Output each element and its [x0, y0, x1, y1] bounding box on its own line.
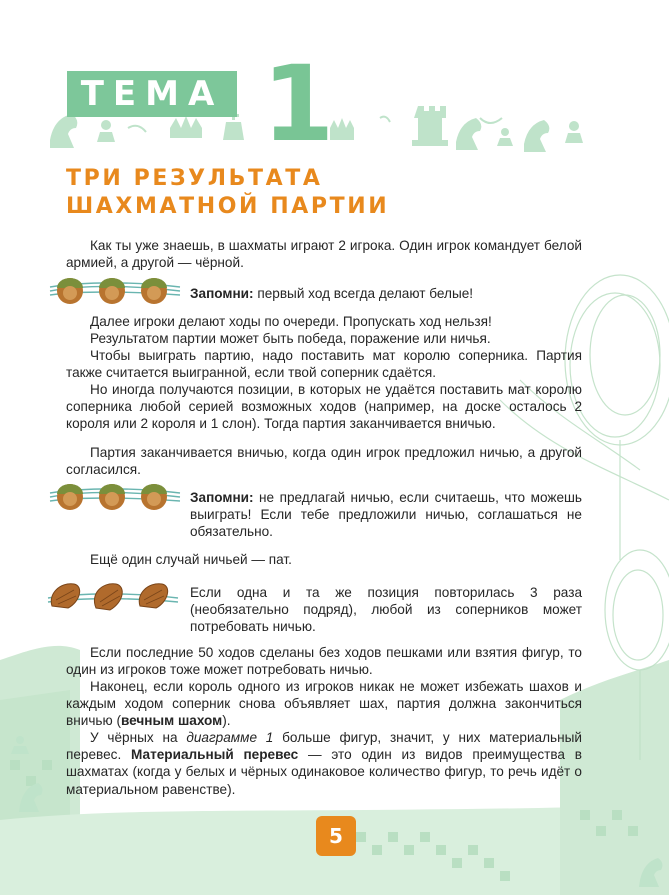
topic-number: 1	[262, 43, 335, 165]
topic-word: ТЕМА	[80, 74, 224, 114]
title-line-1: ТРИ РЕЗУЛЬТАТА	[66, 166, 323, 191]
paragraph-fifty-moves: Если последние 50 ходов сделаны без ходов пешками или взятия фигур, то один из игроков тоже может потребовать ничью.	[66, 645, 582, 678]
note-remember-draw	[190, 489, 582, 541]
topic-banner	[67, 71, 237, 117]
paragraph-win: Чтобы выиграть партию, надо поставить мат королю соперника. Партия также считается выигранной, если твой соперник сдаётся.	[66, 348, 582, 381]
paragraph-stalemate: Ещё один случай ничьей — пат.	[90, 552, 292, 567]
paragraph-draw-positions: Но иногда получаются позиции, в которых не удаётся поставить мат королю соперника любой серией возможных ходов (например, на доске осталось 2 короля или 2 короля и 1 слон). Тогда партия заканчивается вничью.	[66, 382, 582, 432]
paragraph-draw-agreement: Партия заканчивается вничью, когда один игрок предложил ничью, а другой согласился.	[66, 445, 582, 478]
three-hazelnuts-icon	[48, 274, 182, 308]
text-run: ).	[222, 713, 231, 729]
note-remember-first-move	[190, 285, 582, 302]
page-title	[66, 165, 486, 221]
note-text: не предлагай ничью, если считаешь, что можешь выиграть! Если тебе предложили ничью, соглашаться не обязательно.	[190, 490, 582, 540]
note-label: Запомни:	[190, 286, 254, 301]
text-run: Наконец, если король одного из игроков никак не может избежать шахов и каждым ходом соперник снова объявляет шах, партия должна закончиться вничью (	[66, 679, 582, 729]
three-hazelnuts-icon	[48, 480, 182, 514]
paragraph-perpetual-check	[66, 678, 582, 730]
paragraph-results: Результатом партии может быть победа, поражение или ничья.	[90, 331, 491, 346]
term-material-advantage: Материальный перевес	[131, 747, 299, 763]
term-perpetual-check: вечным шахом	[121, 713, 223, 729]
paragraph-material-advantage	[66, 729, 582, 798]
three-pinecones-icon	[46, 578, 180, 616]
text-run: У чёрных на	[90, 730, 187, 745]
note-text: первый ход всегда делают белые!	[253, 286, 474, 301]
page-number: 5	[316, 816, 356, 856]
note-threefold-repetition: Если одна и та же позиция повторилась 3 раза (необязательно подряд), любой из соперников может потребовать ничью.	[190, 585, 582, 635]
paragraph-intro: Как ты уже знаешь, в шахматы играют 2 игрока. Один игрок командует белой армией, а другой — чёрной.	[66, 238, 582, 271]
note-label: Запомни:	[190, 490, 254, 505]
title-line-2: ШАХМАТНОЙ ПАРТИИ	[66, 194, 390, 219]
text-run: больше фигур, значит, у них материальный перевес.	[66, 730, 583, 763]
diagram-reference: диаграмме 1	[186, 730, 274, 745]
text-run: — это один из видов преимущества в шахматах (когда у белых и чёрных одинаковое количество фигур, то речь идёт о материальном равенстве).	[66, 747, 582, 797]
paragraph-turns: Далее игроки делают ходы по очереди. Пропускать ход нельзя!	[90, 314, 492, 329]
